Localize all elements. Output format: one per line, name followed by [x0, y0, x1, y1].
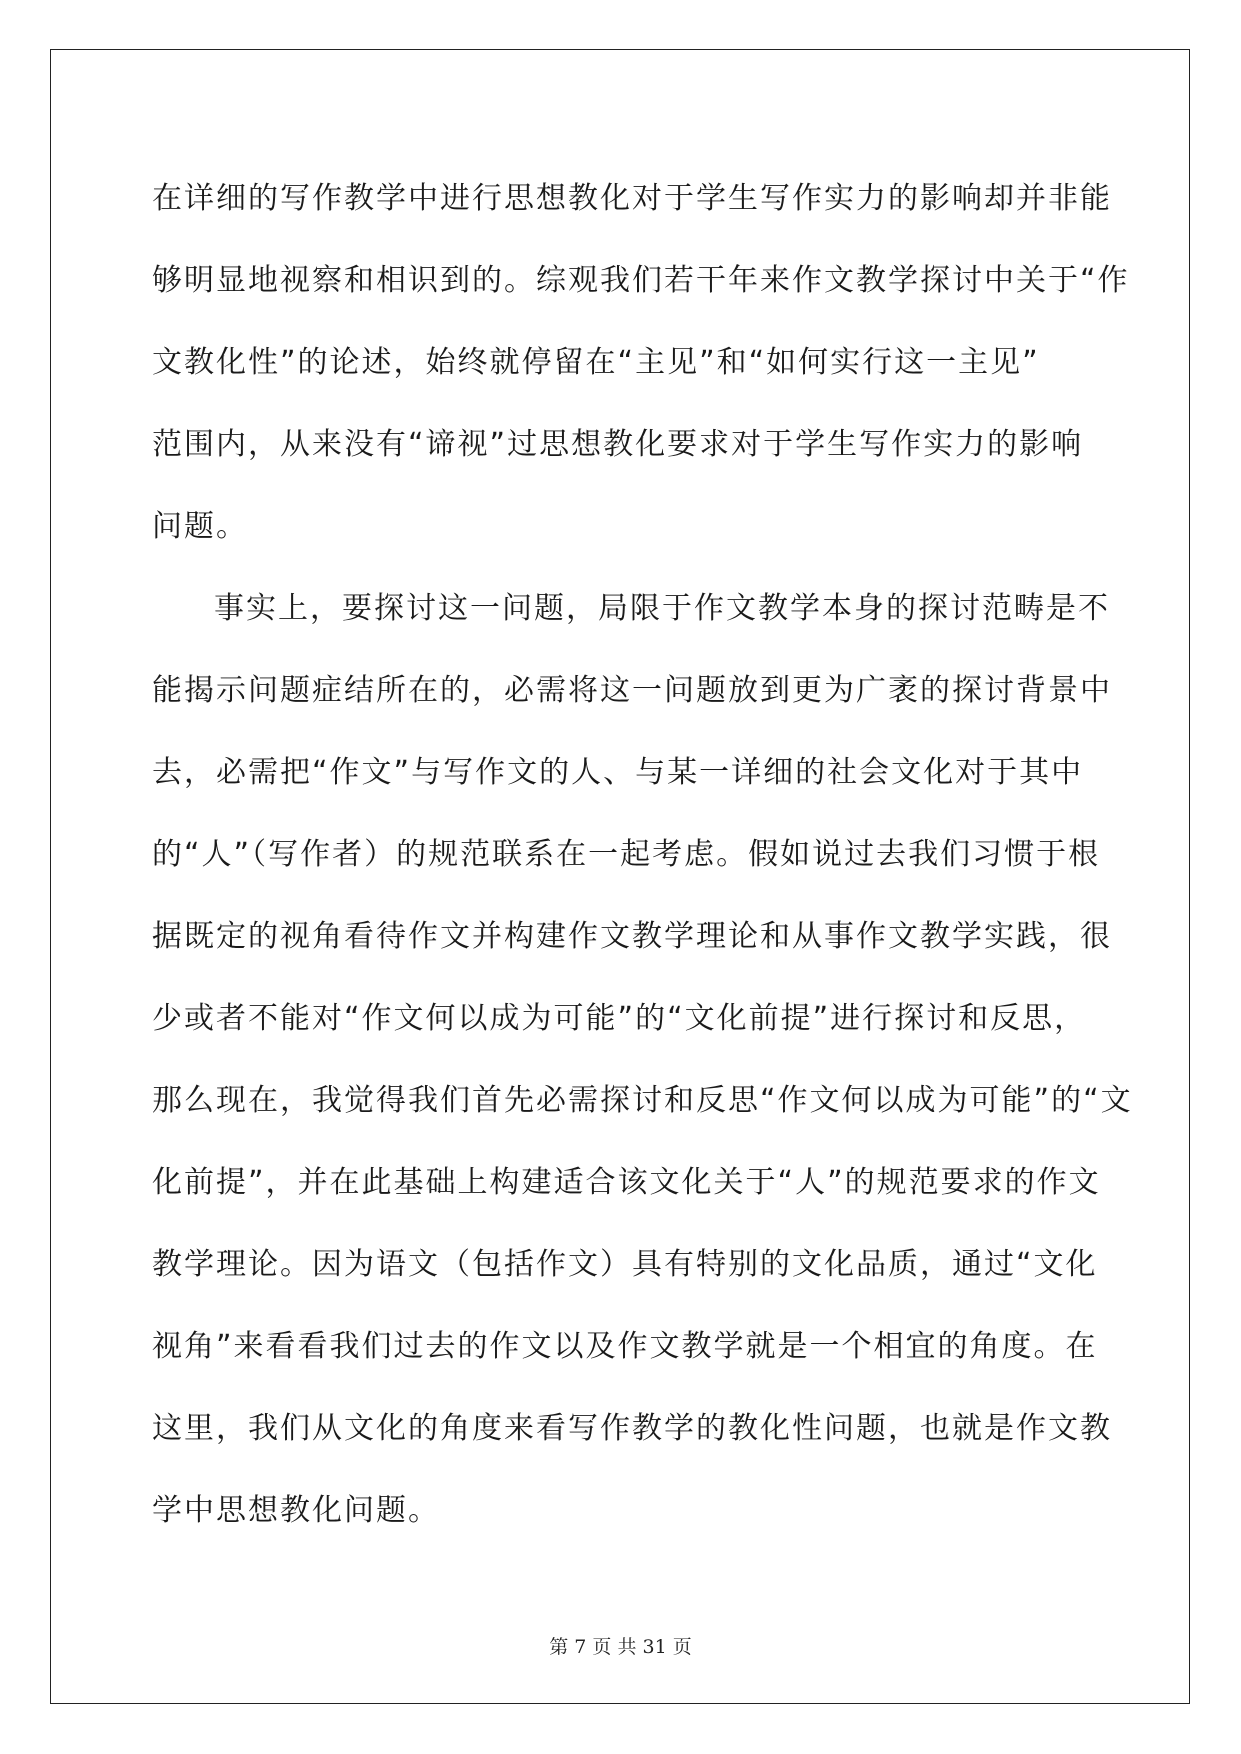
text-line: 化前提”，并在此基础上构建适合该文化关于“人”的规范要求的作文: [152, 1165, 1101, 1200]
document-body: [152, 158, 1133, 1552]
text-line: 问题。: [152, 509, 248, 544]
text-line: 据既定的视角看待作文并构建作文教学理论和从事作文教学实践，很: [152, 919, 1112, 954]
text-line: 教学理论。因为语文（包括作文）具有特别的文化品质，通过“文化: [152, 1247, 1098, 1282]
page-number-footer: 第 7 页 共 31 页: [549, 1636, 692, 1658]
text-line: 能揭示问题症结所在的，必需将这一问题放到更为广袤的探讨背景中: [152, 673, 1112, 708]
text-line: 文教化性”的论述，始终就停留在“主见”和“如何实行这一主见”: [152, 345, 1040, 380]
text-line: 在详细的写作教学中进行思想教化对于学生写作实力的影响却并非能: [152, 181, 1112, 216]
text-line: 视角”来看看我们过去的作文以及作文教学就是一个相宜的角度。在: [152, 1329, 1098, 1364]
paragraph-first-line: 事实上，要探讨这一问题，局限于作文教学本身的探讨范畴是不: [214, 591, 1110, 626]
text-line: 这里，我们从文化的角度来看写作教学的教化性问题，也就是作文教: [152, 1411, 1112, 1446]
text-line: 的“人”（写作者）的规范联系在一起考虑。假如说过去我们习惯于根: [152, 837, 1101, 872]
text-line: 够明显地视察和相识到的。综观我们若干年来作文教学探讨中关于“作: [152, 263, 1130, 298]
text-line: 少或者不能对“作文何以成为可能”的“文化前提”进行探讨和反思，: [152, 1001, 1087, 1036]
text-line: 去，必需把“作文”与写作文的人、与某一详细的社会文化对于其中: [152, 755, 1084, 790]
text-line: 学中思想教化问题。: [152, 1493, 440, 1528]
text-line: 那么现在，我觉得我们首先必需探讨和反思“作文何以成为可能”的“文: [152, 1083, 1133, 1118]
text-line: 范围内，从来没有“谛视”过思想教化要求对于学生写作实力的影响: [152, 427, 1084, 462]
